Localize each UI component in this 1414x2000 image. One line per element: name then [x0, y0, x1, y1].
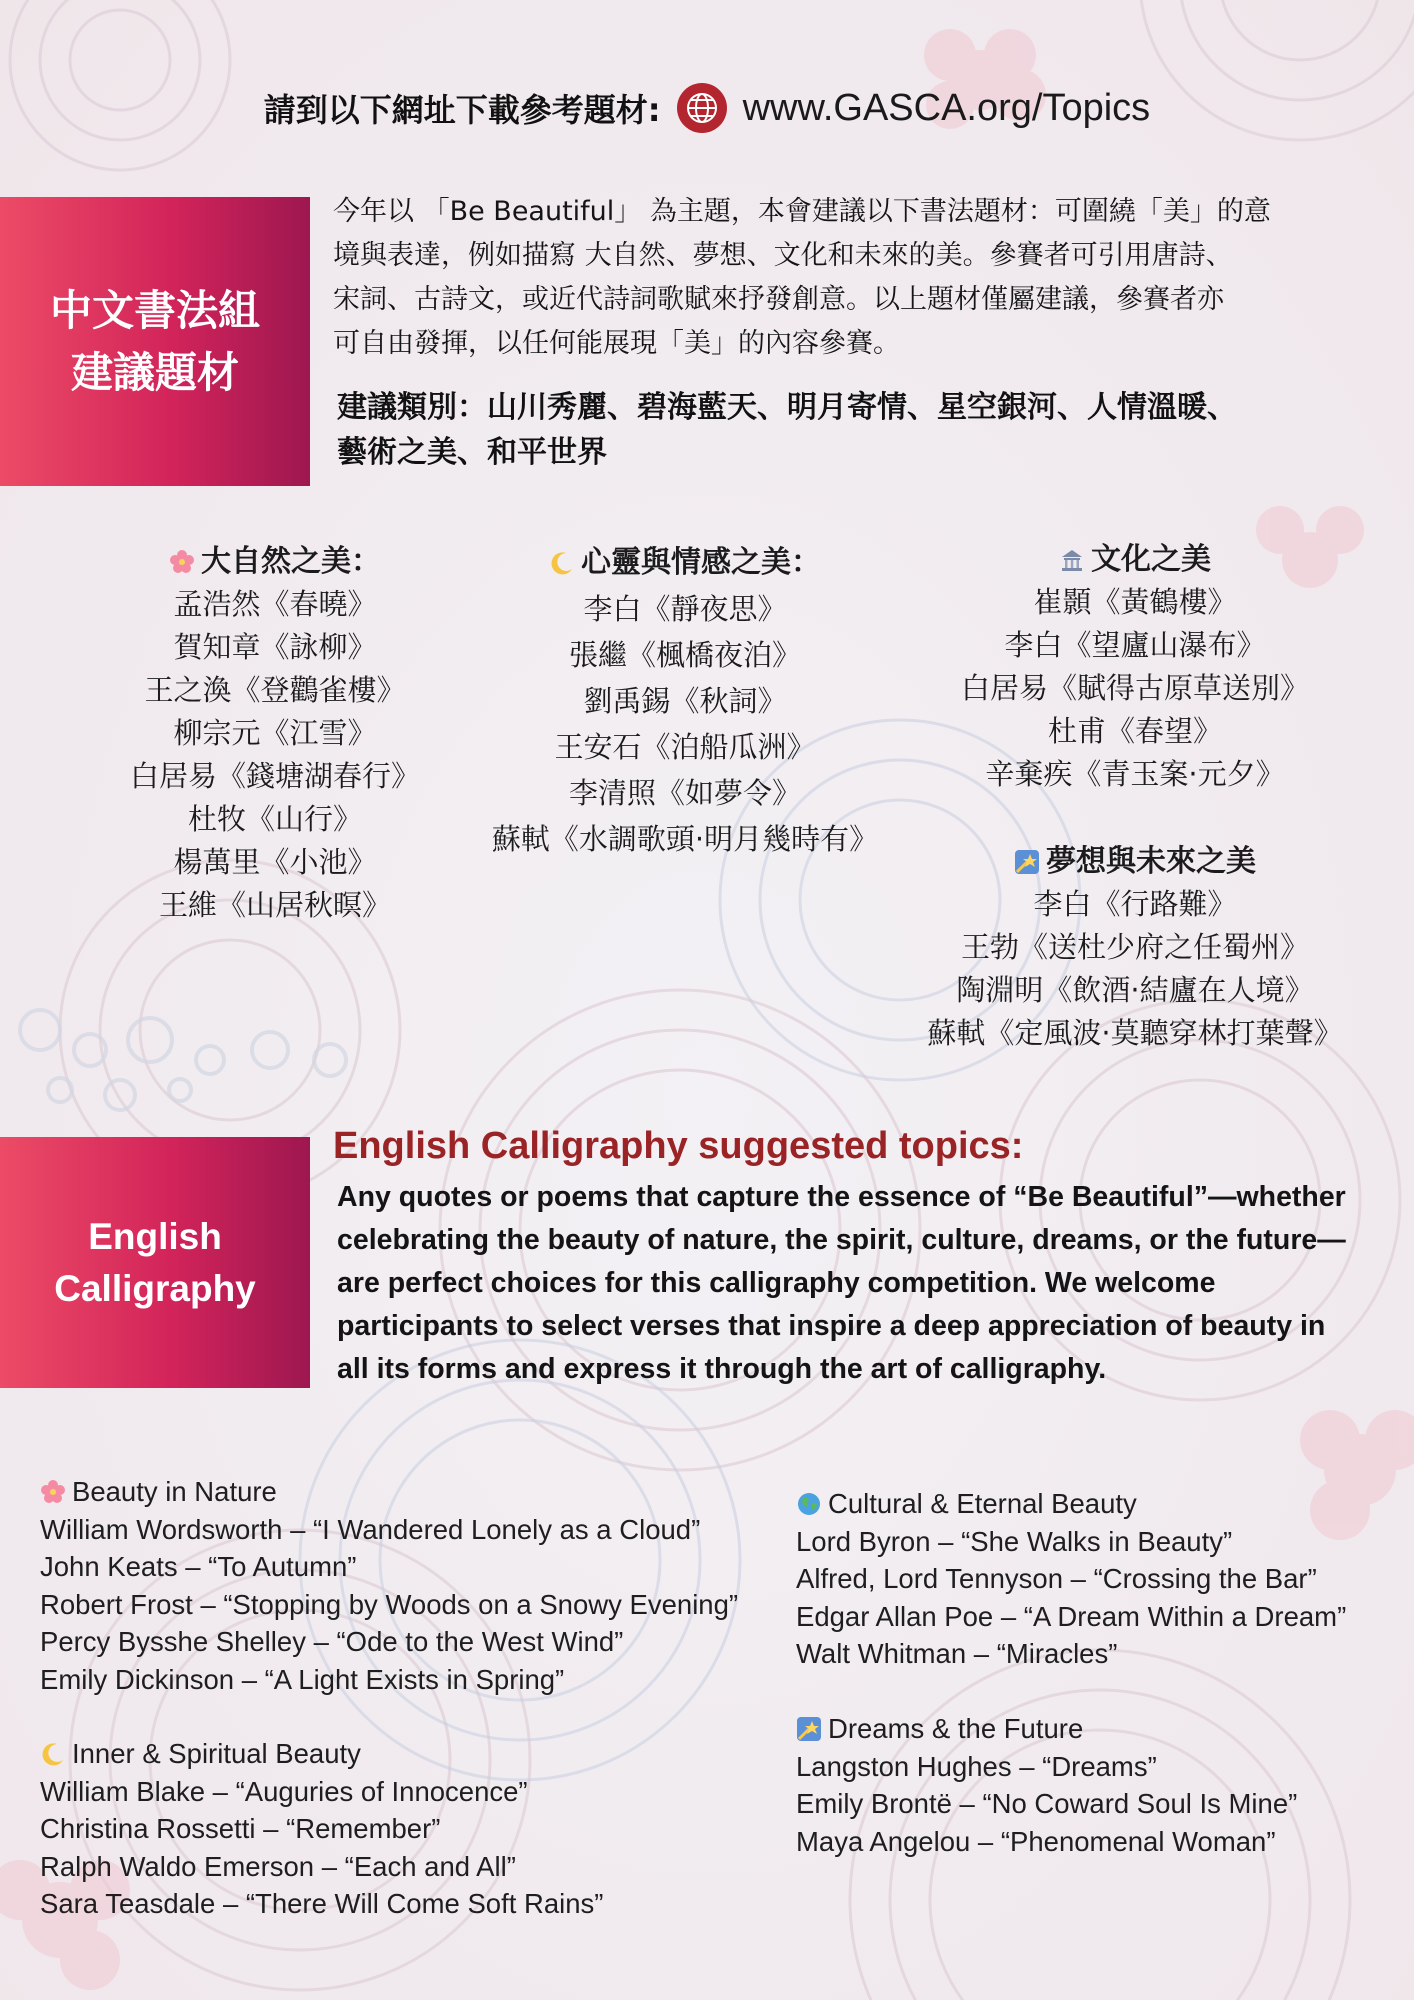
poem-item: 杜甫《春望》 — [1047, 714, 1222, 748]
poem-item: 白居易《賦得古原草送別》 — [960, 671, 1309, 705]
poem-item: Maya Angelou – “Phenomenal Woman” — [796, 1825, 1276, 1857]
poem-item: 李白《望廬山瀑布》 — [1004, 628, 1266, 662]
chinese-calligraphy-ribbon — [0, 197, 310, 486]
poem-item: Emily Dickinson – “A Light Exists in Spring” — [40, 1663, 565, 1695]
body-line: are perfect choices for this calligraphy competition. We welcome — [337, 1267, 1216, 1299]
temple-icon — [1059, 547, 1085, 573]
shooting-star-icon — [796, 1716, 822, 1742]
poem-item: 李白《行路難》 — [1033, 887, 1237, 921]
section-culture-beauty — [925, 538, 1345, 796]
cherry-blossom-icon — [169, 549, 195, 575]
intro-line: 境與表達，例如描寫 大自然、夢想、文化和未來的美。參賽者可引用唐詩、 — [333, 240, 1233, 271]
english-section-cultural — [796, 1485, 1396, 1673]
topics-url-link[interactable]: www.GASCA.org/Topics — [742, 86, 1151, 129]
poem-item: 辛棄疾《青玉案·元夕》 — [985, 757, 1285, 791]
poem-item: William Blake – “Auguries of Innocence” — [40, 1775, 528, 1807]
intro-line: 今年以 「Be Beautiful」 為主題，本會建議以下書法題材：可圍繞「美」的意 — [333, 196, 1271, 227]
suggested-categories — [337, 385, 1367, 475]
crescent-moon-icon — [40, 1741, 66, 1767]
english-section-title: English Calligraphy suggested topics: — [333, 1125, 1024, 1167]
english-intro-paragraph — [337, 1176, 1377, 1391]
poem-item: 王維《山居秋暝》 — [158, 888, 391, 922]
poem-item: Christina Rossetti – “Remember” — [40, 1813, 441, 1844]
poem-item: 孟浩然《春曉》 — [173, 587, 377, 621]
section-dreams-future-beauty — [900, 840, 1370, 1055]
ribbon-title-line2: Calligraphy — [54, 1267, 256, 1309]
globe-earth-icon — [796, 1491, 822, 1517]
section-title: Beauty in Nature — [72, 1476, 277, 1507]
poem-item: 賀知章《詠柳》 — [173, 630, 377, 664]
intro-line: 可自由發揮，以任何能展現「美」的內容參賽。 — [333, 328, 900, 359]
poem-item: 李白《靜夜思》 — [583, 592, 787, 626]
poem-item: Robert Frost – “Stopping by Woods on a Snowy Evening” — [40, 1588, 739, 1620]
chinese-intro-paragraph — [333, 190, 1383, 366]
globe-icon — [677, 83, 727, 133]
body-line: all its forms and express it through the art of calligraphy. — [337, 1353, 1107, 1385]
ribbon-title-line2: 建議題材 — [70, 347, 239, 397]
section-title: 夢想與未來之美 — [1046, 844, 1256, 879]
section-title: Dreams & the Future — [828, 1713, 1084, 1744]
download-url-line — [0, 78, 1414, 138]
poem-item: 李清照《如夢令》 — [568, 776, 801, 810]
category-line: 建議類別：山川秀麗、碧海藍天、明月寄情、星空銀河、人情溫暖、 — [337, 390, 1237, 425]
english-section-dreams — [796, 1710, 1396, 1860]
section-title: 心靈與情感之美： — [581, 545, 821, 580]
section-title: 文化之美 — [1091, 542, 1211, 577]
poem-item: 白居易《錢塘湖春行》 — [129, 759, 420, 793]
ribbon-title-line1: English — [88, 1215, 222, 1257]
section-title: Inner & Spiritual Beauty — [72, 1738, 361, 1769]
poem-item: Alfred, Lord Tennyson – “Crossing the Bar” — [796, 1563, 1317, 1594]
poem-item: 蘇軾《定風波·莫聽穿林打葉聲》 — [927, 1016, 1343, 1050]
cherry-blossom-icon — [40, 1479, 66, 1505]
intro-line: 宋詞、古詩文，或近代詩詞歌賦來抒發創意。以上題材僅屬建議，參賽者亦 — [333, 284, 1224, 315]
poem-item: 陶淵明《飲酒·結廬在人境》 — [956, 973, 1314, 1007]
shooting-star-icon — [1014, 849, 1040, 875]
poem-item: 王勃《送杜少府之任蜀州》 — [960, 930, 1309, 964]
poem-item: 王之渙《登鸛雀樓》 — [144, 673, 406, 707]
english-section-spiritual — [40, 1735, 780, 1923]
poem-item: Lord Byron – “She Walks in Beauty” — [796, 1525, 1233, 1557]
poem-item: Walt Whitman – “Miracles” — [796, 1638, 1118, 1669]
section-title: 大自然之美： — [201, 544, 381, 579]
poem-item: John Keats – “To Autumn” — [40, 1551, 357, 1582]
poem-item: Edgar Allan Poe – “A Dream Within a Dream” — [796, 1600, 1347, 1632]
poem-item: 張繼《楓橋夜泊》 — [568, 638, 801, 672]
category-line: 藝術之美、和平世界 — [337, 435, 607, 470]
body-line: participants to select verses that inspire a deep appreciation of beauty in — [337, 1310, 1326, 1342]
poem-item: 崔顥《黃鶴樓》 — [1033, 585, 1237, 619]
poem-item: Ralph Waldo Emerson – “Each and All” — [40, 1850, 516, 1882]
body-line: celebrating the beauty of nature, the spirit, culture, dreams, or the future— — [337, 1224, 1346, 1256]
poem-item: 蘇軾《水調歌頭·明月幾時有》 — [491, 822, 879, 856]
ribbon-title-line1: 中文書法組 — [49, 285, 260, 335]
poem-item: Percy Bysshe Shelley – “Ode to the West Wind” — [40, 1626, 624, 1657]
section-spiritual-beauty — [455, 540, 915, 862]
poem-item: 劉禹錫《秋詞》 — [583, 684, 787, 718]
poem-item: 柳宗元《江雪》 — [173, 716, 377, 750]
english-section-nature — [40, 1473, 780, 1698]
section-title: Cultural & Eternal Beauty — [828, 1488, 1137, 1519]
poem-item: 杜牧《山行》 — [187, 802, 362, 836]
poem-item: Emily Brontë – “No Coward Soul Is Mine” — [796, 1788, 1298, 1819]
english-calligraphy-ribbon — [0, 1137, 310, 1388]
body-line: Any quotes or poems that capture the essence of “Be Beautiful”—whether — [337, 1181, 1346, 1213]
poem-item: William Wordsworth – “I Wandered Lonely as a Cloud” — [40, 1513, 701, 1545]
poem-item: Langston Hughes – “Dreams” — [796, 1750, 1157, 1782]
download-label: 請到以下網址下載參考題材: — [263, 91, 661, 129]
poem-item: 楊萬里《小池》 — [173, 845, 377, 879]
poem-item: 王安石《泊船瓜洲》 — [554, 730, 816, 764]
section-nature-beauty — [110, 540, 440, 927]
crescent-moon-icon — [549, 550, 575, 576]
poem-item: Sara Teasdale – “There Will Come Soft Rains” — [40, 1888, 604, 1919]
